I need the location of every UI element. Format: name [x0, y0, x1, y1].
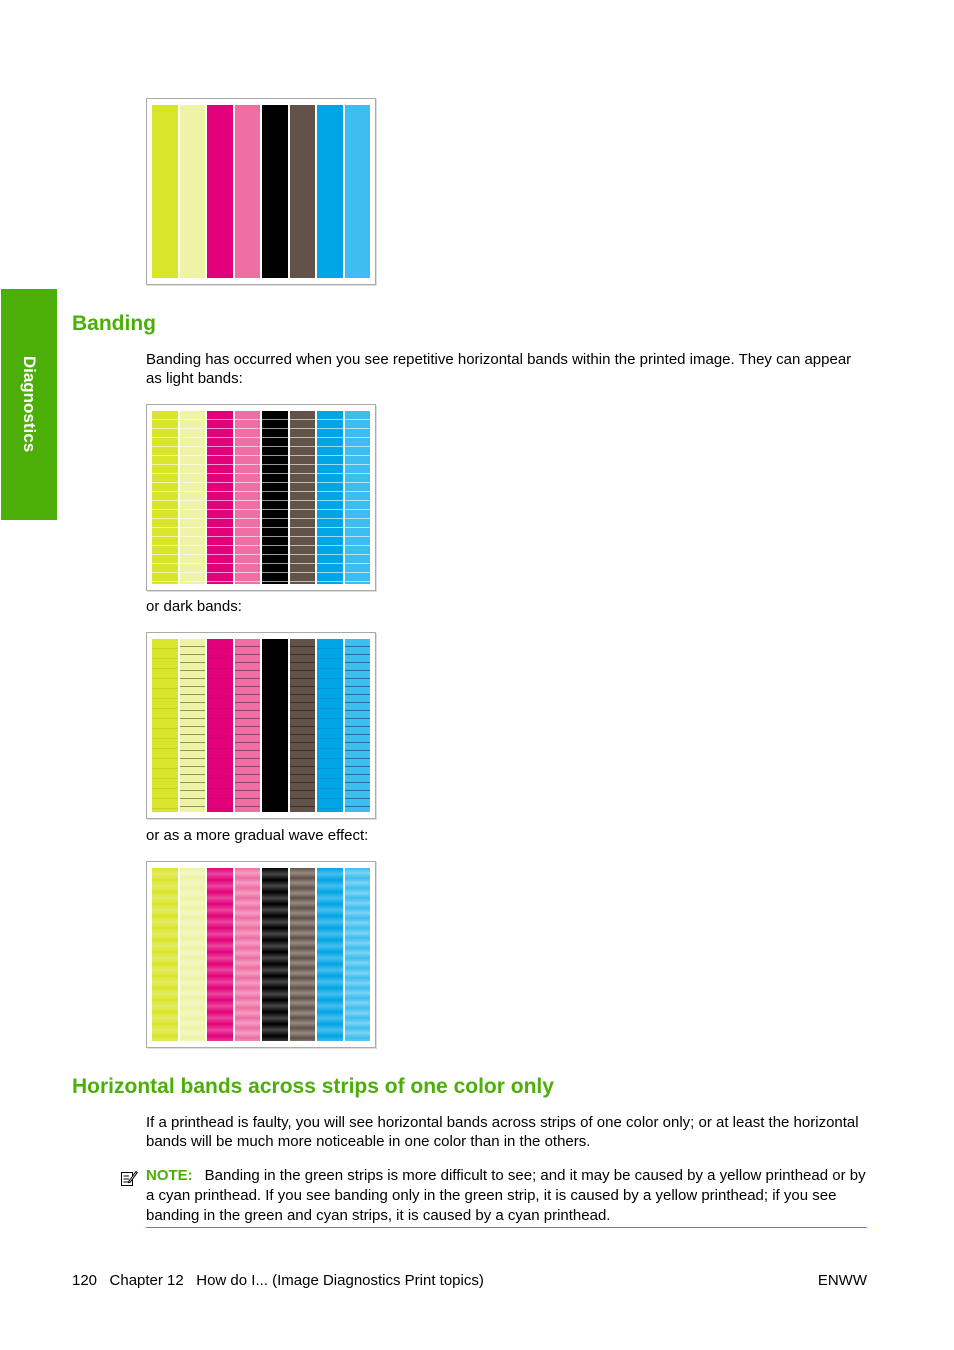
- color-strip: [235, 639, 261, 812]
- color-strips: [152, 868, 370, 1041]
- color-strip: [345, 639, 371, 812]
- color-strip: [317, 105, 343, 278]
- color-strip: [317, 639, 343, 812]
- color-strip: [290, 105, 316, 278]
- color-strip: [345, 411, 371, 584]
- dark-bands-caption: or dark bands:: [146, 598, 242, 615]
- color-strip: [290, 868, 316, 1041]
- color-strip: [345, 868, 371, 1041]
- wave-effect-caption: or as a more gradual wave effect:: [146, 827, 369, 844]
- color-strip: [152, 639, 178, 812]
- color-strip: [262, 639, 288, 812]
- note-block: [146, 1166, 867, 1228]
- footer-locale: ENWW: [817, 1272, 867, 1289]
- test-print-normal-image: [146, 98, 376, 285]
- color-strip: [180, 868, 206, 1041]
- color-strip: [262, 411, 288, 584]
- note-label: NOTE:: [146, 1167, 193, 1184]
- note-text: Banding in the green strips is more difficult to see; and it may be caused by a yellow printhead or by a cyan printhead. If you see banding only in the green strip, it is caused by a yellow printhead; if you see banding in the green and cyan strips, it is caused by a cyan printhead.: [146, 1167, 866, 1224]
- color-strip: [235, 868, 261, 1041]
- color-strips: [152, 639, 370, 812]
- color-strip: [235, 105, 261, 278]
- color-strip: [317, 868, 343, 1041]
- color-strip: [152, 105, 178, 278]
- side-tab-label: Diagnostics: [20, 355, 39, 453]
- color-strip: [152, 868, 178, 1041]
- color-strip: [180, 411, 206, 584]
- color-strip: [235, 411, 261, 584]
- color-strip: [207, 868, 233, 1041]
- test-print-light-bands-image: [146, 404, 376, 591]
- color-strip: [317, 411, 343, 584]
- color-strip: [290, 639, 316, 812]
- banding-intro-text: Banding has occurred when you see repetitive horizontal bands within the printed image. They can appear as light bands:: [146, 351, 852, 387]
- footer-page-info: 120 Chapter 12 How do I... (Image Diagnostics Print topics): [72, 1272, 484, 1289]
- color-strip: [207, 411, 233, 584]
- test-print-wave-effect-image: [146, 861, 376, 1048]
- color-strip: [207, 105, 233, 278]
- side-tab-diagnostics: [1, 289, 57, 520]
- color-strip: [290, 411, 316, 584]
- color-strip: [207, 639, 233, 812]
- color-strip: [262, 105, 288, 278]
- note-icon: [120, 1169, 138, 1187]
- color-strip: [345, 105, 371, 278]
- color-strip: [180, 105, 206, 278]
- heading-horizontal-bands: Horizontal bands across strips of one color only: [72, 1075, 554, 1098]
- horizontal-bands-text: If a printhead is faulty, you will see horizontal bands across strips of one color only; or at least the horizontal bands will be much more noticeable in one color than in the others.: [146, 1114, 859, 1150]
- test-print-dark-bands-image: [146, 632, 376, 819]
- color-strips: [152, 411, 370, 584]
- color-strip: [180, 639, 206, 812]
- color-strips: [152, 105, 370, 278]
- color-strip: [152, 411, 178, 584]
- heading-banding: Banding: [72, 312, 156, 335]
- color-strip: [262, 868, 288, 1041]
